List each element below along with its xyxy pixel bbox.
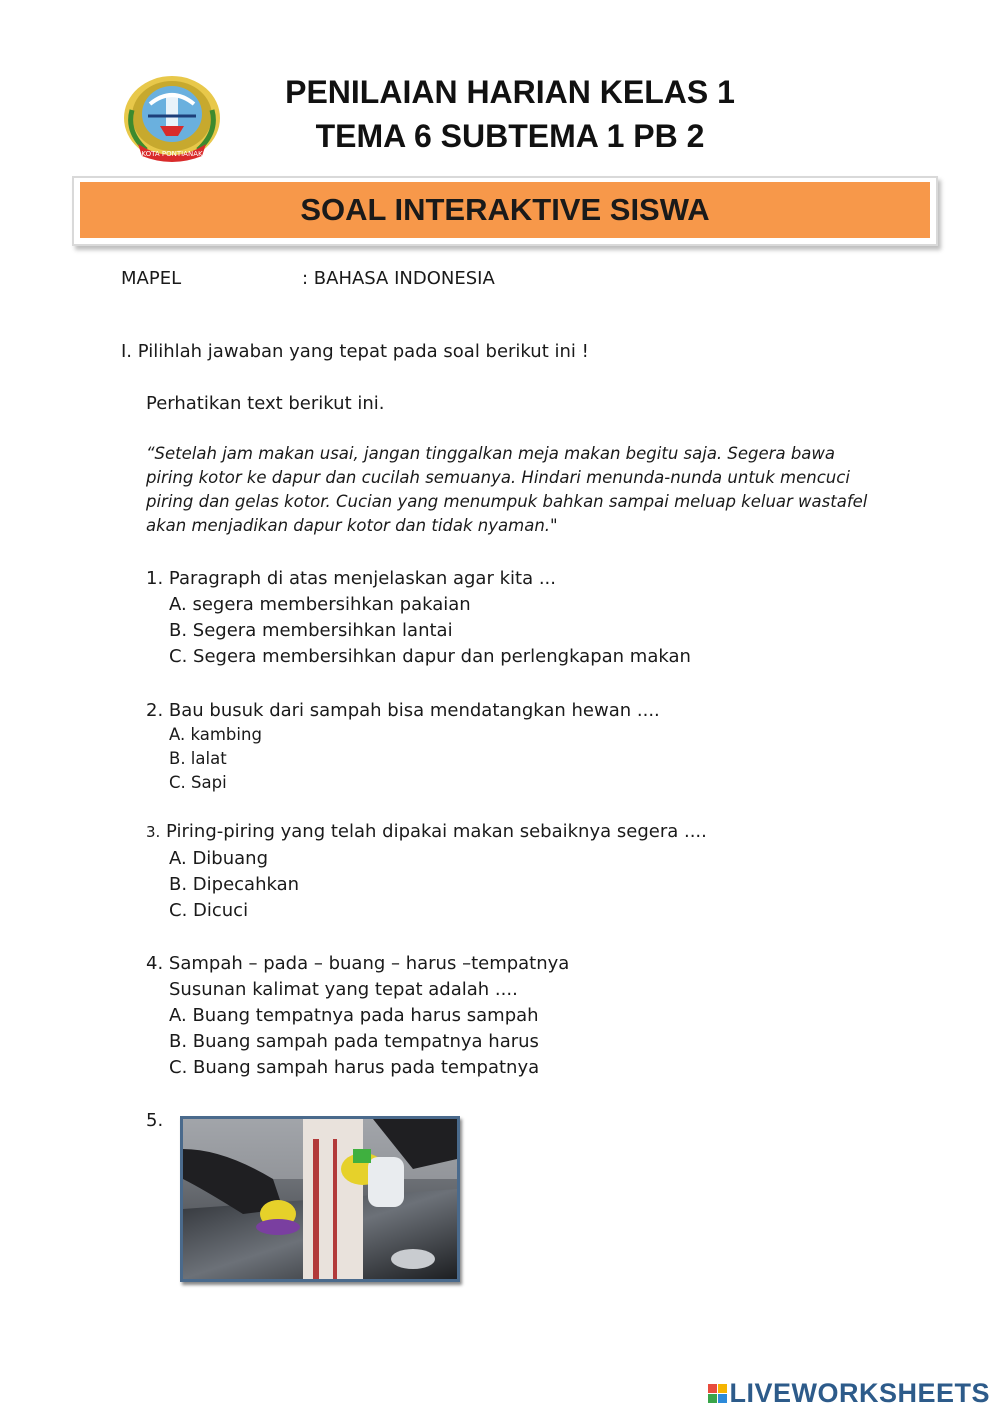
q1-option-a[interactable]: A. segera membersihkan pakaian [169,594,471,615]
brand-badge-icon [708,1384,727,1403]
question-4 [146,953,569,975]
question-number: 4. [146,953,164,974]
reading-passage: “Setelah jam makan usai, jangan tinggalkan meja makan begitu saja. Segera bawa piring kotor ke dapur dan cucilah semuanya. Hindari menunda-nunda untuk mencuci piring dan gelas kotor. Cucian yang menumpuk bahkan sampai meluap keluar wastafel akan menjadikan dapur kotor dan tidak nyaman." [146,444,868,535]
q4-option-b[interactable]: B. Buang sampah pada tempatnya harus [169,1031,539,1052]
q2-option-b[interactable]: B. lalat [169,749,227,768]
subject-value: : BAHASA INDONESIA [302,268,495,289]
q4-option-a[interactable]: A. Buang tempatnya pada harus sampah [169,1005,539,1026]
q3-option-b[interactable]: B. Dipecahkan [169,874,300,895]
q3-option-a[interactable]: A. Dibuang [169,848,268,869]
page-title-line1: PENILAIAN HARIAN KELAS 1 [285,74,735,110]
q3-option-c[interactable]: C. Dicuci [169,900,249,921]
page-title-line2: TEMA 6 SUBTEMA 1 PB 2 [315,118,705,154]
cleaning-stove-photo [180,1116,460,1282]
brand-name: LIVEWORKSHEETS [729,1378,990,1408]
question-text: Paragraph di atas menjelaskan agar kita ... [168,568,556,589]
q2-option-c[interactable]: C. Sapi [169,773,227,792]
banner-label: SOAL INTERAKTIVE SISWA [300,192,710,227]
q2-option-a[interactable]: A. kambing [169,725,262,744]
question-5-number: 5. [146,1110,164,1131]
q1-option-b[interactable]: B. Segera membersihkan lantai [169,620,453,641]
svg-text:KOTA PONTIANAK: KOTA PONTIANAK [141,150,203,158]
question-number: 3. [146,823,161,841]
question-number: 1. [146,568,164,589]
q4-option-c[interactable]: C. Buang sampah harus pada tempatnya [169,1057,540,1078]
question-2 [146,700,660,722]
question-4-subtext: Susunan kalimat yang tepat adalah .... [169,979,518,1000]
passage-intro: Perhatikan text berikut ini. [146,393,385,414]
question-number: 2. [146,700,164,721]
banner [72,176,938,246]
question-text: Piring-piring yang telah dipakai makan sebaiknya segera .... [166,821,707,842]
question-3 [146,821,707,843]
question-1 [146,568,556,590]
city-emblem-logo [120,70,224,162]
q1-option-c[interactable]: C. Segera membersihkan dapur dan perlengkapan makan [169,646,691,667]
subject-label: MAPEL [121,268,182,289]
liveworksheets-logo [708,1378,990,1409]
section-instruction: I. Pilihlah jawaban yang tepat pada soal berikut ini ! [121,341,589,362]
question-text: Sampah – pada – buang – harus –tempatnya [168,953,570,974]
question-text: Bau busuk dari sampah bisa mendatangkan hewan .... [168,700,660,721]
